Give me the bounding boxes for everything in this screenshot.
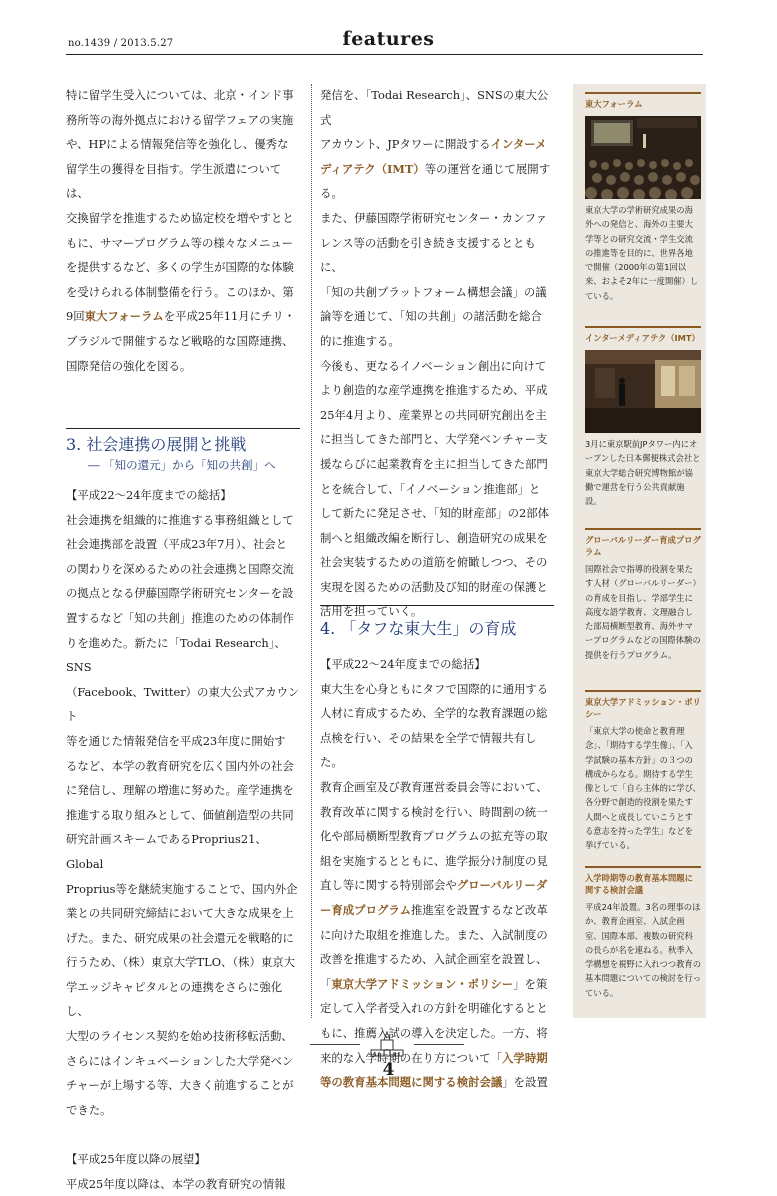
col2-intro-line [320, 132, 556, 157]
sec3-future-line: 平成25年度以降は、本学の教育研究の情報 [66, 1176, 286, 1191]
sec4-summary-line [320, 873, 556, 898]
glossary-term-highlight: ー育成プログラム [320, 902, 412, 917]
sec3-summary-line: 置するなど「知の共創」推進のための体制作 [66, 610, 294, 625]
col1-intro-line: や、HPによる情報発信等を強化し、優秀な [66, 137, 289, 152]
col2-intro-line: 論等を通じて、「知の共創」の諸活動を総合 [320, 309, 542, 324]
glossary-title: 入学時期等の教育基本問題に関する検討会議 [585, 866, 701, 896]
sec3-summary-line: げた。また、研究成果の社会還元を戦略的に [66, 930, 294, 945]
col2-intro-line: 活用を担っていく。 [320, 604, 423, 619]
sec4-summary-text: 推進室を設置するなど改革 [411, 902, 548, 917]
col1-intro-line: を提供するなど、多くの学生が国際的な体験 [66, 260, 294, 275]
header-rule [66, 54, 703, 55]
sec4-summary-text: 来的な入学時期の在り方について「 [320, 1050, 503, 1065]
col2-intro-line: より創造的な産学連携を推進するため、平成 [320, 383, 548, 398]
sec4-summary-line: 改善を推進するため、入試企画室を設置し、 [320, 952, 548, 967]
col1-intro-text: 9回 [66, 309, 85, 324]
col1-intro-line [66, 304, 302, 329]
sec3-summary-line: 等を通じた情報発信を平成23年度に開始す [66, 733, 286, 748]
glossary-item-admission-policy [585, 690, 701, 853]
glossary-term-highlight: 東京大学アドミッション・ポリシー [331, 976, 514, 991]
glossary-text: 「東京大学の使命と教育理念」、「期待する学生像」、「入学試験の基本方針」の３つの構成からなる。期待する学生像として「自ら主体的に学び、各分野で創造的役割を果たす人間へと成長していこうとする意志を持った学生」などを挙げている。 [585, 726, 701, 851]
page-number: 4 [382, 1060, 395, 1080]
glossary-text: 国際社会で指導的役割を果たす人材（グローバルリーダー）の育成を目指し、学部学生に高度な語学教育、文理融合した部局横断型教育、海外サマープログラムなどの国際体験の提供を行うプログラム。 [585, 564, 701, 660]
glossary-title: インターメディアテク（IMT） [585, 326, 701, 344]
sec4-body [320, 652, 556, 1095]
col2-intro-line: 25年4月より、産業界との共同研究創出を主 [320, 407, 547, 422]
sec4-summary-line: に向けた取組を推進した。また、入試制度の [320, 927, 548, 942]
col1-intro-line: 留学生の獲得を目指す。学生派遣については、 [66, 161, 282, 201]
header-meta: no.1439 / 2013.5.27 [68, 38, 174, 49]
col2-intro-line: 実現を図るための活動及び知的財産の保護と [320, 579, 548, 594]
sec4-summary-line: もに、推薦入試の導入を決定した。一方、将 [320, 1025, 548, 1040]
sec4-summary-text: 「 [320, 976, 332, 991]
col2-intro-line: 発信を、「Todai Research」、SNSの東大公式 [320, 88, 549, 127]
col1-intro-line: を受けられる体制整備を行う。このほか、第 [66, 284, 294, 299]
glossary-title: 東京大学アドミッション・ポリシー [585, 690, 701, 720]
col1-intro-line: もに、サマープログラム等の様々なメニュー [66, 235, 294, 250]
col2-intro-line: 社会実装するための道筋を俯瞰しつつ、その [320, 555, 548, 570]
glossary-item-global-leader [585, 528, 701, 662]
col2-intro-line: 的に推進する。 [320, 333, 400, 348]
sec3-subtitle: ― 「知の還元」から「知の共創」へ [88, 458, 276, 472]
footer-rule-left [310, 1044, 360, 1045]
col1-intro-line: 務所等の海外拠点における留学フェアの実施 [66, 112, 294, 127]
glossary-title: グローバルリーダー育成プログラム [585, 528, 701, 558]
col2-intro-line: 「知の共創プラットフォーム構想会議」の議 [320, 284, 547, 299]
sec3-summary-line: に発信し、理解の増進に努めた。産学連携を [66, 783, 294, 798]
col2-intro-line: レンス等の活動を引き続き支援するとともに、 [320, 235, 536, 275]
col1-intro-text: を平成25年11月にチリ・ [163, 309, 296, 324]
sec3-summary-line: るなど、本学の教育研究を広く国内外の社会 [66, 758, 294, 773]
sec4-summary-line: 東大生を心身ともにタフで国際的に通用する [320, 681, 549, 696]
forum-photo [585, 116, 701, 199]
sec4-rule [320, 605, 554, 606]
header-title: features [342, 28, 435, 50]
sec4-summary-line: 教育改革に関する検討を行い、時間割の統一 [320, 804, 548, 819]
sec3-summary-line: の関わりを深めるための社会連携と国際交流 [66, 561, 294, 576]
col1-intro-line: ブラジルで開催するなど戦略的な国際連携、 [66, 333, 294, 348]
imt-photo [585, 350, 701, 433]
sec4-summary-head: 【平成22〜24年度までの総括】 [320, 657, 486, 671]
glossary-title: 東大フォーラム [585, 92, 701, 110]
glossary-term-highlight: インターメ [490, 137, 547, 152]
sec3-title: 3. 社会連携の展開と挑戦 [66, 435, 247, 454]
glossary-item-admission-timing [585, 866, 701, 1000]
col2-intro-line: とを統合して、「イノベーション推進部」と [320, 481, 541, 496]
sec4-summary-text: 」を設置 [502, 1075, 548, 1090]
col1-intro [66, 83, 302, 378]
glossary-text: 東京大学の学術研究成果の海外への発信と、海外の主要大学等との研究交流・学生交流の推進等を目的に、世界各地で開催（2000年の第1回以来、およそ2年に一度開催）している。 [585, 205, 699, 301]
col2-intro-line: 今後も、更なるイノベーション創出に向けて [320, 358, 547, 373]
glossary-text: 3月に東京駅前JPタワー内にオープンした日本郵便株式会社と東京大学総合研究博物館が協働で運営を行う公共貢献施設。 [585, 439, 701, 507]
glossary-term-highlight: 入学時期 [502, 1050, 548, 1065]
sec3-summary-line: 推進する取り組みとして、価値創造型の共同 [66, 807, 294, 822]
col2-intro-text: アカウント、JPタワーに開設する [320, 137, 491, 152]
sec3-future-head: 【平成25年度以降の展望】 [66, 1152, 206, 1167]
sec4-summary-line [320, 898, 556, 923]
glossary-item-imt [585, 326, 701, 508]
col1-intro-line: 交換留学を推進するため協定校を増やすとと [66, 210, 294, 225]
sec4-title: 4. 「タフな東大生」の育成 [320, 619, 517, 638]
glossary-term-highlight: 東大フォーラム [84, 309, 164, 324]
sec3-summary-line: 研究計画スキームであるProprius21、Global [66, 832, 267, 871]
column-divider [311, 84, 312, 1018]
glossary-item-forum [585, 92, 701, 303]
sec3-summary-head: 【平成22〜24年度までの総括】 [66, 488, 232, 502]
sec3-summary-line: 学エッジキャピタルとの連携をさらに強化し、 [66, 979, 283, 1019]
col2-intro-line: して新たに発足させ、「知的財産部」の2部体 [320, 506, 550, 521]
sec3-summary-line: できた。 [66, 1102, 112, 1117]
footer-rule-right [414, 1044, 464, 1045]
sec3-summary-line: さらにはインキュベーションした大学発ベン [66, 1053, 294, 1068]
sec3-summary-line: （Facebook、Twitter）の東大公式アカウント [66, 684, 300, 724]
sec3-summary-line: 行うため、（株）東京大学TLO、（株）東京大 [66, 955, 296, 970]
col2-intro-line: 制へと組織改編を断行し、創造研究の成果を [320, 530, 548, 545]
col2-intro-line: 援ならびに起業教育を主に担当してきた部門 [320, 456, 548, 471]
col2-intro-line: に担当してきた部門と、大学発ベンチャー支 [320, 432, 548, 447]
col1-intro-line: 特に留学生受入については、北京・インド事 [66, 88, 294, 102]
sec3-summary-line: 社会連携を組織的に推進する事務組織として [66, 512, 294, 527]
sec4-summary-line: 組を実施するとともに、進学振分け制度の見 [320, 853, 548, 868]
sec4-summary-text: 直し等に関する特別部会や [320, 878, 457, 893]
col2-intro-line: また、伊藤国際学術研究センター・カンファ [320, 210, 548, 225]
sec3-summary-line: 大型のライセンス契約を始め技術移転活動、 [66, 1029, 293, 1044]
sec4-summary-line: 教育企画室及び教育運営委員会等において、 [320, 779, 548, 794]
col2-intro [320, 83, 556, 624]
glossary-term-highlight: ディアテク（IMT） [320, 161, 425, 176]
sec4-summary-text: 」を策 [513, 976, 548, 991]
sec3-summary-line: チャーが上場する等、大きく前進することが [66, 1078, 294, 1093]
sec3-summary-line: りを進めた。新たに「Todai Research」、SNS [66, 635, 286, 675]
col1-intro-line: 国際発信の強化を図る。 [66, 358, 192, 373]
sec3-summary-line: の拠点となる伊藤国際学術研究センターを設 [66, 586, 294, 601]
glossary-text: 平成24年設置。3名の理事のほか、教育企画室、入試企画室、国際本部、複数の研究科の長らが名を連ねる。秋季入学構想を視野に入れつつ教育の基本問題についての検討を行っている。 [585, 902, 701, 998]
sec3-summary-line: 社会連携部を設置（平成23年7月）、社会と [66, 537, 288, 552]
col2-intro-line [320, 157, 556, 206]
glossary-term-highlight: グローバルリーダ [456, 878, 548, 893]
sec4-summary-line: 点検を行い、その結果を全学で情報共有した。 [320, 730, 537, 770]
sec4-summary-line: 化や部局横断型教育プログラムの拡充等の取 [320, 829, 548, 844]
sec3-body [66, 483, 302, 1196]
sec4-summary-line [320, 972, 556, 997]
col2-intro-text: 等の運営を通じて展開する。 [320, 161, 551, 201]
sec4-summary-line: 定して入学者受入れの方針を明確化するとと [320, 1001, 548, 1016]
sec3-rule [66, 428, 300, 429]
yasuda-auditorium-icon [367, 1030, 407, 1060]
sec3-summary-line: 業との共同研究締結において大きな成果を上 [66, 906, 294, 921]
glossary-term-highlight: 等の教育基本問題に関する検討会議 [320, 1075, 503, 1090]
sec3-summary-line: Proprius等を継続実施することで、国内外企 [66, 881, 298, 896]
sec4-summary-line: 人材に育成するため、全学的な教育課題の総 [320, 706, 548, 721]
